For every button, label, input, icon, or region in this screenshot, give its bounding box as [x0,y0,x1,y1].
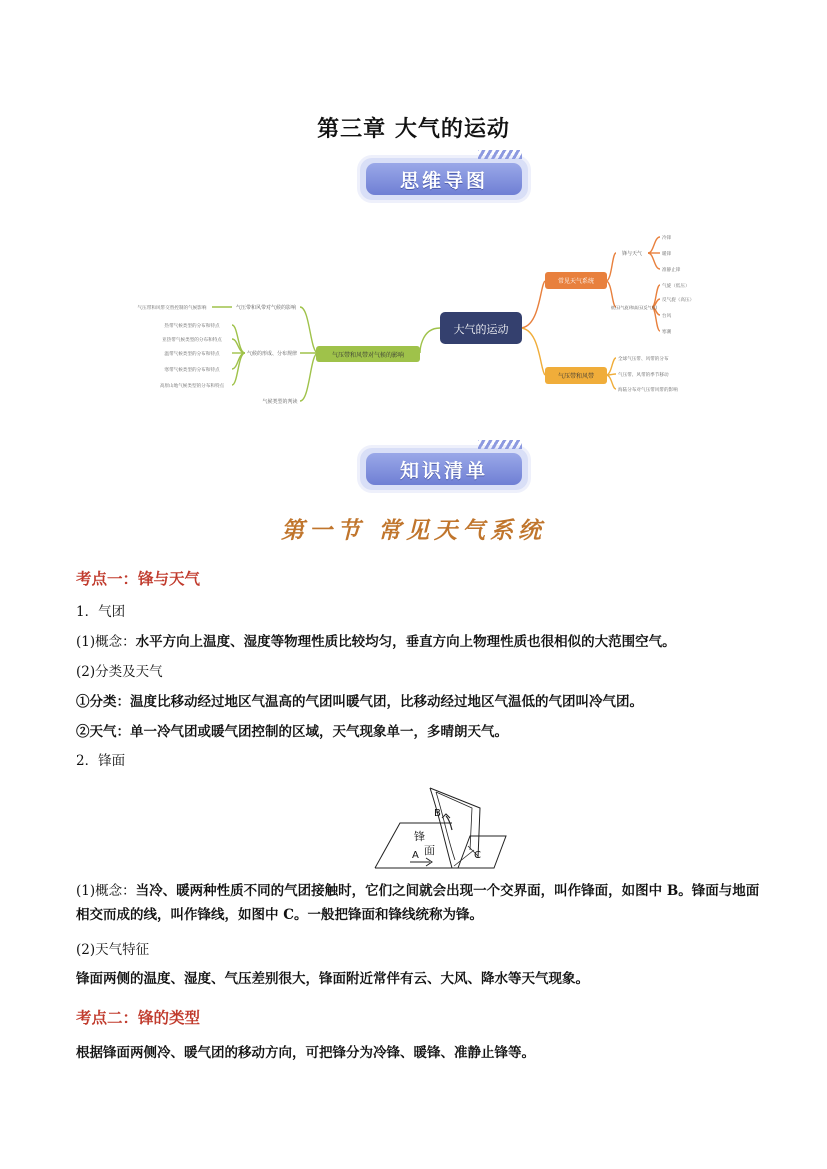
item2-title: 2．锋面 [76,753,126,769]
mindmap-right-leaf: 全球气压带、风带的分布 [618,357,669,362]
kaodian-2-text: 根据锋面两侧冷、暖气团的移动方向，可把锋分为冷锋、暖锋、准静止锋等。 [76,1045,535,1061]
banner-stripes [478,150,522,159]
item1-concept [76,634,756,651]
mindmap-right-leaf: 暖锋 [662,252,672,257]
label-c: C [474,850,481,861]
item1-weather [76,724,756,741]
mindmap-right-top-label: 常见天气系统 [557,278,595,285]
item1-concept-label: (1)概念： [76,634,136,650]
item2-concept-text: 当冷、暖两种性质不同的气团接触时，它们之间就会出现一个交界面，叫作锋面，如图中 B。锋面与地面相交而成的线，叫作锋线，如图中 C。一般把锋面和锋线统称为锋。 [76,883,760,923]
item2-concept-label: (1)概念： [76,883,136,899]
mindmap-right-top-sub-2: 低压(气旋)和高压(反气旋) [610,305,658,310]
mindmap-left-sub-3: 气候类型的判读 [262,399,298,405]
label-feng: 锋 [414,830,425,843]
mindmap-right-leaf: 气压带、风带的季节移动 [618,373,669,378]
mindmap-right-leaf: 准静止锋 [662,268,681,273]
page-title: 第三章 大气的运动 [317,117,510,142]
kaodian-2-heading: 考点二：锋的类型 [76,1009,201,1027]
mindmap-right-leaf: 冷锋 [662,236,672,241]
mindmap-right-leaf: 台风 [662,314,672,319]
mindmap-banner [0,158,827,208]
label-a: A [412,850,419,861]
label-b: B [434,808,441,819]
mind-map [0,215,827,415]
item1-classification [76,694,756,711]
item2-weather-text: 锋面两侧的温度、湿度、气压差别很大，锋面附近常伴有云、大风、降水等天气现象。 [76,971,589,987]
item1-weather-text: 单一冷气团或暖气团控制的区域，天气现象单一，多晴朗天气。 [130,724,508,740]
label-mian: 面 [424,844,435,857]
kaodian-1-heading: 考点一：锋与天气 [76,570,201,588]
mindmap-left-leaf: 气压带和风带交替控制的气候影响 [137,306,207,311]
item1-concept-text: 水平方向上温度、湿度等物理性质比较均匀，垂直方向上物理性质也很相似的大范围空气。 [135,634,676,650]
mindmap-banner-label: 思维导图 [366,163,522,195]
section-title: 第一节 常见天气系统 [280,517,546,544]
mindmap-left-leaf: 温带气候类型的分布和特点 [164,352,220,357]
mindmap-left-leaf: 亚热带气候类型的分布和特点 [162,338,222,343]
mindmap-right-bottom-label: 气压带和风带 [557,373,595,380]
banner-stripes [478,440,522,449]
mindmap-left-leaf: 寒带气候类型的分布和特点 [164,368,220,373]
mindmap-right-top-sub-1: 锋与天气 [621,251,643,257]
item1-classification-label: (2)分类及天气 [76,664,163,680]
front-diagram [370,778,510,874]
item2-concept [76,879,761,927]
mindmap-center-label: 大气的运动 [453,323,509,336]
mindmap-left-sub-1: 气压带和风带对气候的影响 [235,305,297,311]
knowledge-banner-label: 知识清单 [366,453,522,485]
mindmap-right-leaf: 气旋（低压） [662,284,690,289]
mindmap-right-leaf: 反气旋（高压） [662,298,695,303]
mindmap-left-leaf: 高原山地气候类型的分布和特点 [159,384,225,389]
mindmap-left-leaf: 热带气候类型的分布和特点 [164,324,220,329]
item2-weather-label: (2)天气特征 [76,942,150,958]
item1-title: 1．气团 [76,604,126,620]
ground-right-plane [458,836,506,868]
item1-class-text: 温度比移动经过地区气温高的气团叫暖气团，比移动经过地区气温低的气团叫冷气团。 [130,694,643,710]
mindmap-right-leaf: 寒潮 [662,330,672,335]
item1-weather-label: ②天气： [76,724,130,740]
knowledge-banner [0,448,827,498]
mindmap-left-branch-label: 气压带和风带对气候的影响 [331,352,405,359]
item1-class-label: ①分类： [76,694,130,710]
mindmap-left-sub-2: 气候的形成、分布规律 [246,351,298,357]
mindmap-right-leaf: 海陆分布对气压带风带的影响 [618,388,678,393]
